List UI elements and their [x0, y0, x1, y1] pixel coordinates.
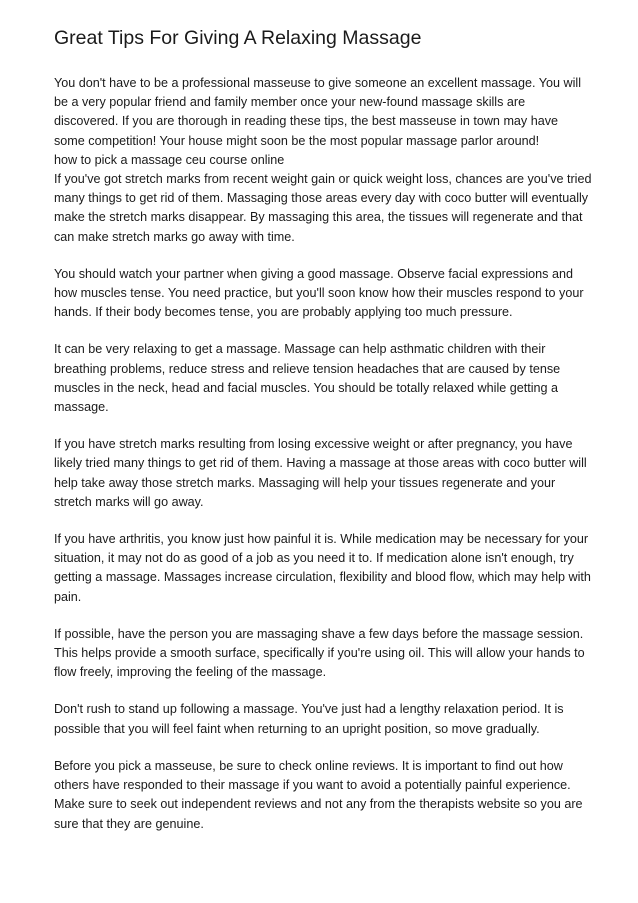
paragraph: If you have stretch marks resulting from losing excessive weight or after pregnancy, you have likely tried many things to get rid of them. Having a massage at those areas with coco butter will help take away those stretch marks. Massaging will help your tissues regenerate and your stretch marks will go away.: [54, 437, 587, 509]
paragraph: It can be very relaxing to get a massage. Massage can help asthmatic children with their breathing problems, reduce stress and relieve tension headaches that are caused by tense muscles in the neck, head and facial muscles. You should be totally relaxed while getting a massage.: [54, 342, 561, 415]
paragraph: If you've got stretch marks from recent weight gain or quick weight loss, chances are you've tried many things to get rid of them. Massaging those areas every day with coco butter will eventually make the stretch marks disappear. By massaging this area, the tissues will regenerate and that can make stretch marks go away with time.: [54, 172, 592, 244]
document-title: Great Tips For Giving A Relaxing Massage: [54, 27, 422, 49]
intro-paragraph: You don't have to be a professional masseuse to give someone an excellent massage. You will be a very popular friend and family member once your new-found massage skills are discovered. If you are thorough in reading these tips, the best masseuse in town may have some competition! Your house might soon be the most popular massage parlor around!: [54, 76, 582, 148]
paragraph: If you have arthritis, you know just how painful it is. While medication may be necessary for your situation, it may not do as good of a job as you need it to. If medication alone isn't enough, try getting a massage. Massages increase circulation, flexibility and blood flow, which may help with pain.: [54, 532, 591, 604]
paragraph: Don't rush to stand up following a massage. You've just had a lengthy relaxation period. It is possible that you will feel faint when returning to an upright position, so move gradually.: [54, 702, 564, 736]
link-text: how to pick a massage ceu course online: [54, 152, 285, 167]
paragraph: Before you pick a masseuse, be sure to check online reviews. It is important to find out how others have responded to their massage if you want to avoid a potentially painful experience. Make sure to seek out independent reviews and not any from the therapists website so you are sure that they are genuine.: [54, 758, 583, 831]
paragraph: You should watch your partner when giving a good massage. Observe facial expressions and how muscles tense. You need practice, but you'll soon know how their muscles respond to your hands. If their body becomes tense, you are probably applying too much pressure.: [54, 266, 584, 320]
paragraph: If possible, have the person you are massaging shave a few days before the massage session. This helps provide a smooth surface, specifically if you're using oil. This will allow your hands to flow freely, improving the feeling of the massage.: [54, 626, 585, 680]
